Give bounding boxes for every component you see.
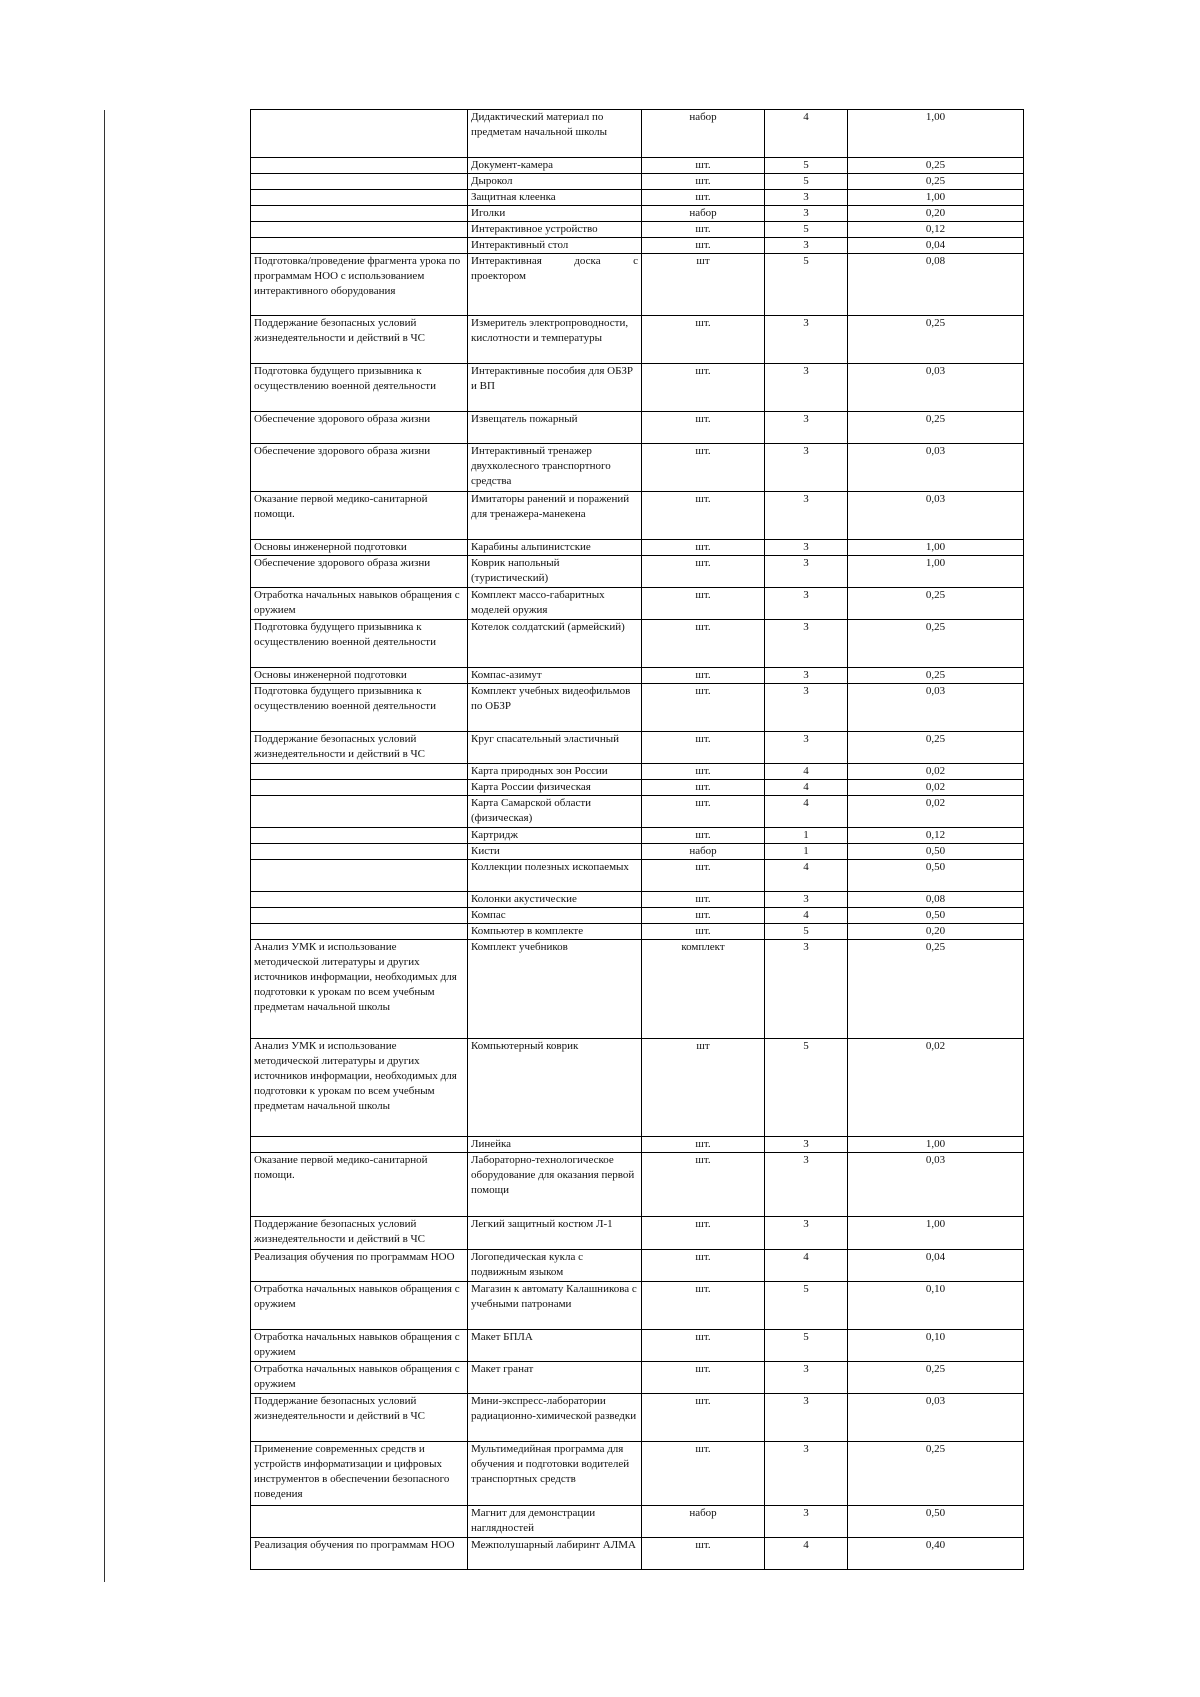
equipment-name-cell: Магазин к автомату Калашникова с учебными патронами	[468, 1282, 642, 1330]
share-cell: 0,08	[848, 254, 1024, 316]
unit-cell: шт.	[642, 1217, 765, 1250]
table-row	[251, 1039, 1024, 1137]
unit-cell: набор	[642, 110, 765, 158]
activity-cell	[251, 780, 468, 796]
unit-cell: шт.	[642, 444, 765, 492]
unit-cell: шт.	[642, 924, 765, 940]
activity-cell: Основы инженерной подготовки	[251, 540, 468, 556]
table-row	[251, 844, 1024, 860]
activity-cell	[251, 908, 468, 924]
unit-cell: шт	[642, 1039, 765, 1137]
equipment-name-cell: Мини-экспресс-лаборатории радиационно-химической разведки	[468, 1394, 642, 1442]
share-cell: 0,25	[848, 588, 1024, 620]
equipment-name-cell: Лабораторно-технологическое оборудование для оказания первой помощи	[468, 1153, 642, 1217]
equipment-name-cell: Компас-азимут	[468, 668, 642, 684]
equipment-name-cell: Иголки	[468, 206, 642, 222]
equipment-name-cell: Линейка	[468, 1137, 642, 1153]
quantity-cell: 3	[765, 238, 848, 254]
quantity-cell: 3	[765, 412, 848, 444]
table-row	[251, 444, 1024, 492]
quantity-cell: 3	[765, 190, 848, 206]
share-cell: 0,20	[848, 206, 1024, 222]
equipment-name-cell: Круг спасательный эластичный	[468, 732, 642, 764]
share-cell: 0,50	[848, 844, 1024, 860]
share-cell: 0,03	[848, 684, 1024, 732]
unit-cell: шт.	[642, 1442, 765, 1506]
equipment-name-cell: Картридж	[468, 828, 642, 844]
quantity-cell: 3	[765, 732, 848, 764]
unit-cell: комплект	[642, 940, 765, 1039]
unit-cell: шт.	[642, 860, 765, 892]
unit-cell: шт.	[642, 1362, 765, 1394]
activity-cell	[251, 238, 468, 254]
share-cell: 0,03	[848, 1394, 1024, 1442]
share-cell: 0,03	[848, 1153, 1024, 1217]
quantity-cell: 3	[765, 444, 848, 492]
activity-cell: Обеспечение здорового образа жизни	[251, 444, 468, 492]
quantity-cell: 3	[765, 684, 848, 732]
activity-cell	[251, 892, 468, 908]
unit-cell: шт.	[642, 796, 765, 828]
table-row	[251, 924, 1024, 940]
share-cell: 0,10	[848, 1330, 1024, 1362]
share-cell: 0,50	[848, 1506, 1024, 1538]
equipment-name-cell: Карабины альпинистские	[468, 540, 642, 556]
share-cell: 0,50	[848, 860, 1024, 892]
equipment-name-cell: Карта России физическая	[468, 780, 642, 796]
share-cell: 0,20	[848, 924, 1024, 940]
share-cell: 0,04	[848, 238, 1024, 254]
share-cell: 0,25	[848, 412, 1024, 444]
equipment-name-cell: Межполушарный лабиринт АЛМА	[468, 1538, 642, 1570]
unit-cell: шт.	[642, 620, 765, 668]
quantity-cell: 3	[765, 1506, 848, 1538]
equipment-name-cell: Компьютерный коврик	[468, 1039, 642, 1137]
share-cell: 0,25	[848, 1362, 1024, 1394]
table-row	[251, 158, 1024, 174]
activity-cell: Обеспечение здорового образа жизни	[251, 556, 468, 588]
equipment-name-cell: Кисти	[468, 844, 642, 860]
activity-cell: Поддержание безопасных условий жизнедеятельности и действий в ЧС	[251, 1217, 468, 1250]
activity-cell: Подготовка будущего призывника к осуществлению военной деятельности	[251, 620, 468, 668]
table-row	[251, 412, 1024, 444]
share-cell: 0,40	[848, 1538, 1024, 1570]
activity-cell: Реализация обучения по программам НОО	[251, 1538, 468, 1570]
quantity-cell: 3	[765, 1217, 848, 1250]
quantity-cell: 3	[765, 940, 848, 1039]
quantity-cell: 4	[765, 1538, 848, 1570]
table-row	[251, 620, 1024, 668]
table-row	[251, 1394, 1024, 1442]
table-row	[251, 1538, 1024, 1570]
table-row	[251, 796, 1024, 828]
activity-cell: Поддержание безопасных условий жизнедеятельности и действий в ЧС	[251, 316, 468, 364]
quantity-cell: 4	[765, 860, 848, 892]
equipment-name-cell: Комплект учебных видеофильмов по ОБЗР	[468, 684, 642, 732]
equipment-name-cell: Защитная клеенка	[468, 190, 642, 206]
equipment-table	[250, 109, 1024, 1570]
activity-cell: Основы инженерной подготовки	[251, 668, 468, 684]
equipment-name-cell: Макет БПЛА	[468, 1330, 642, 1362]
activity-cell	[251, 222, 468, 238]
quantity-cell: 4	[765, 780, 848, 796]
share-cell: 0,25	[848, 174, 1024, 190]
equipment-name-cell: Карта Самарской области (физическая)	[468, 796, 642, 828]
table-row	[251, 908, 1024, 924]
unit-cell: шт.	[642, 828, 765, 844]
quantity-cell: 3	[765, 668, 848, 684]
unit-cell: шт.	[642, 1282, 765, 1330]
quantity-cell: 5	[765, 174, 848, 190]
activity-cell: Анализ УМК и использование методической литературы и других источников информации, необходимых для подготовки к урокам по всем учебным предметам начальной школы	[251, 1039, 468, 1137]
share-cell: 0,12	[848, 222, 1024, 238]
share-cell: 0,10	[848, 1282, 1024, 1330]
table-row	[251, 668, 1024, 684]
table-row	[251, 828, 1024, 844]
equipment-name-cell: Интерактивные пособия для ОБЗР и ВП	[468, 364, 642, 412]
activity-cell: Применение современных средств и устройств информатизации и цифровых инструментов в обеспечении безопасного поведения	[251, 1442, 468, 1506]
quantity-cell: 5	[765, 1282, 848, 1330]
unit-cell: шт.	[642, 1153, 765, 1217]
unit-cell: шт.	[642, 764, 765, 780]
activity-cell: Поддержание безопасных условий жизнедеятельности и действий в ЧС	[251, 1394, 468, 1442]
activity-cell: Отработка начальных навыков обращения с оружием	[251, 1282, 468, 1330]
table-row	[251, 1250, 1024, 1282]
equipment-name-cell: Интерактивный тренажер двухколесного транспортного средства	[468, 444, 642, 492]
activity-cell: Отработка начальных навыков обращения с оружием	[251, 1330, 468, 1362]
unit-cell: шт.	[642, 892, 765, 908]
share-cell: 0,04	[848, 1250, 1024, 1282]
table-row	[251, 684, 1024, 732]
share-cell: 0,03	[848, 492, 1024, 540]
unit-cell: шт.	[642, 908, 765, 924]
equipment-name-cell: Имитаторы ранений и поражений для тренажера-манекена	[468, 492, 642, 540]
activity-cell	[251, 158, 468, 174]
share-cell: 1,00	[848, 110, 1024, 158]
equipment-name-cell: Котелок солдатский (армейский)	[468, 620, 642, 668]
activity-cell: Анализ УМК и использование методической литературы и других источников информации, необходимых для подготовки к урокам по всем учебным предметам начальной школы	[251, 940, 468, 1039]
unit-cell: шт	[642, 254, 765, 316]
share-cell: 1,00	[848, 190, 1024, 206]
quantity-cell: 5	[765, 254, 848, 316]
equipment-name-cell: Извещатель пожарный	[468, 412, 642, 444]
activity-cell	[251, 924, 468, 940]
table-row	[251, 1330, 1024, 1362]
table-row	[251, 190, 1024, 206]
unit-cell: набор	[642, 206, 765, 222]
quantity-cell: 5	[765, 222, 848, 238]
unit-cell: шт.	[642, 158, 765, 174]
activity-cell: Обеспечение здорового образа жизни	[251, 412, 468, 444]
share-cell: 1,00	[848, 556, 1024, 588]
quantity-cell: 3	[765, 1153, 848, 1217]
unit-cell: шт.	[642, 364, 765, 412]
unit-cell: шт.	[642, 588, 765, 620]
quantity-cell: 4	[765, 1250, 848, 1282]
equipment-name-cell: Дырокол	[468, 174, 642, 190]
activity-cell	[251, 190, 468, 206]
share-cell: 0,12	[848, 828, 1024, 844]
quantity-cell: 3	[765, 1394, 848, 1442]
activity-cell	[251, 796, 468, 828]
table-row	[251, 206, 1024, 222]
activity-cell	[251, 764, 468, 780]
activity-cell: Поддержание безопасных условий жизнедеятельности и действий в ЧС	[251, 732, 468, 764]
equipment-name-line: проектором	[471, 270, 527, 282]
share-cell: 0,03	[848, 364, 1024, 412]
share-cell: 0,02	[848, 764, 1024, 780]
equipment-name-cell: Макет гранат	[468, 1362, 642, 1394]
equipment-name-justified-line	[471, 254, 638, 269]
equipment-name-cell: Дидактический материал по предметам начальной школы	[468, 110, 642, 158]
unit-cell: шт.	[642, 1330, 765, 1362]
activity-cell: Подготовка будущего призывника к осуществлению военной деятельности	[251, 364, 468, 412]
quantity-cell: 3	[765, 1362, 848, 1394]
activity-cell: Оказание первой медико-санитарной помощи.	[251, 1153, 468, 1217]
equipment-name-cell	[468, 254, 642, 316]
unit-cell: шт.	[642, 316, 765, 364]
unit-cell: набор	[642, 1506, 765, 1538]
quantity-cell: 3	[765, 1442, 848, 1506]
equipment-name-cell: Компьютер в комплекте	[468, 924, 642, 940]
share-cell: 0,25	[848, 158, 1024, 174]
table-row	[251, 254, 1024, 316]
unit-cell: шт.	[642, 540, 765, 556]
equipment-name-cell: Интерактивное устройство	[468, 222, 642, 238]
unit-cell: шт.	[642, 1538, 765, 1570]
equipment-name-cell: Документ-камера	[468, 158, 642, 174]
page-margin-line	[104, 110, 105, 1582]
table-row	[251, 316, 1024, 364]
unit-cell: шт.	[642, 668, 765, 684]
table-row	[251, 588, 1024, 620]
quantity-cell: 4	[765, 796, 848, 828]
quantity-cell: 3	[765, 1137, 848, 1153]
activity-cell	[251, 206, 468, 222]
table-row	[251, 1217, 1024, 1250]
equipment-name-cell: Колонки акустические	[468, 892, 642, 908]
unit-cell: набор	[642, 844, 765, 860]
table-row	[251, 940, 1024, 1039]
equipment-name-word: Интерактивная	[471, 255, 542, 267]
unit-cell: шт.	[642, 684, 765, 732]
equipment-name-cell: Компас	[468, 908, 642, 924]
table-row	[251, 1137, 1024, 1153]
quantity-cell: 4	[765, 110, 848, 158]
share-cell: 0,08	[848, 892, 1024, 908]
share-cell: 0,03	[848, 444, 1024, 492]
share-cell: 0,50	[848, 908, 1024, 924]
activity-cell	[251, 1137, 468, 1153]
share-cell: 0,25	[848, 620, 1024, 668]
activity-cell: Отработка начальных навыков обращения с оружием	[251, 588, 468, 620]
share-cell: 0,02	[848, 796, 1024, 828]
table-row	[251, 110, 1024, 158]
equipment-name-cell: Карта природных зон России	[468, 764, 642, 780]
activity-cell	[251, 860, 468, 892]
equipment-name-cell: Магнит для демонстрации наглядностей	[468, 1506, 642, 1538]
activity-cell: Подготовка будущего призывника к осуществлению военной деятельности	[251, 684, 468, 732]
quantity-cell: 3	[765, 492, 848, 540]
table-row	[251, 860, 1024, 892]
equipment-name-word: доска	[574, 255, 601, 267]
table-row	[251, 492, 1024, 540]
quantity-cell: 3	[765, 620, 848, 668]
share-cell: 0,25	[848, 1442, 1024, 1506]
equipment-name-cell: Интерактивный стол	[468, 238, 642, 254]
table-row	[251, 1362, 1024, 1394]
activity-cell: Подготовка/проведение фрагмента урока по программам НОО с использованием интерактивного оборудования	[251, 254, 468, 316]
table-row	[251, 238, 1024, 254]
equipment-name-cell: Коврик напольный (туристический)	[468, 556, 642, 588]
table-row	[251, 780, 1024, 796]
activity-cell	[251, 828, 468, 844]
quantity-cell: 1	[765, 828, 848, 844]
quantity-cell: 3	[765, 206, 848, 222]
unit-cell: шт.	[642, 238, 765, 254]
activity-cell	[251, 110, 468, 158]
table-row	[251, 1282, 1024, 1330]
table-row	[251, 1442, 1024, 1506]
activity-cell	[251, 174, 468, 190]
activity-cell	[251, 844, 468, 860]
quantity-cell: 4	[765, 908, 848, 924]
table-row	[251, 222, 1024, 238]
quantity-cell: 5	[765, 1330, 848, 1362]
share-cell: 0,25	[848, 668, 1024, 684]
unit-cell: шт.	[642, 222, 765, 238]
activity-cell: Отработка начальных навыков обращения с оружием	[251, 1362, 468, 1394]
equipment-name-cell: Комплект учебников	[468, 940, 642, 1039]
share-cell: 0,25	[848, 940, 1024, 1039]
unit-cell: шт.	[642, 732, 765, 764]
table-row	[251, 764, 1024, 780]
equipment-name-cell: Мультимедийная программа для обучения и подготовки водителей транспортных средств	[468, 1442, 642, 1506]
share-cell: 0,25	[848, 732, 1024, 764]
activity-cell: Оказание первой медико-санитарной помощи.	[251, 492, 468, 540]
quantity-cell: 3	[765, 316, 848, 364]
table-row	[251, 892, 1024, 908]
table-row	[251, 364, 1024, 412]
share-cell: 1,00	[848, 1217, 1024, 1250]
quantity-cell: 5	[765, 924, 848, 940]
table-row	[251, 174, 1024, 190]
share-cell: 0,25	[848, 316, 1024, 364]
table-row	[251, 1506, 1024, 1538]
share-cell: 1,00	[848, 1137, 1024, 1153]
quantity-cell: 3	[765, 556, 848, 588]
activity-cell: Реализация обучения по программам НОО	[251, 1250, 468, 1282]
quantity-cell: 5	[765, 158, 848, 174]
quantity-cell: 4	[765, 764, 848, 780]
equipment-name-cell: Легкий защитный костюм Л-1	[468, 1217, 642, 1250]
unit-cell: шт.	[642, 1137, 765, 1153]
quantity-cell: 3	[765, 892, 848, 908]
table-row	[251, 1153, 1024, 1217]
unit-cell: шт.	[642, 556, 765, 588]
quantity-cell: 3	[765, 364, 848, 412]
table-row	[251, 556, 1024, 588]
equipment-name-word: с	[633, 255, 638, 267]
unit-cell: шт.	[642, 190, 765, 206]
share-cell: 0,02	[848, 780, 1024, 796]
quantity-cell: 3	[765, 540, 848, 556]
quantity-cell: 3	[765, 588, 848, 620]
share-cell: 1,00	[848, 540, 1024, 556]
equipment-name-cell: Измеритель электропроводности, кислотности и температуры	[468, 316, 642, 364]
equipment-name-cell: Коллекции полезных ископаемых	[468, 860, 642, 892]
unit-cell: шт.	[642, 492, 765, 540]
unit-cell: шт.	[642, 174, 765, 190]
share-cell: 0,02	[848, 1039, 1024, 1137]
unit-cell: шт.	[642, 780, 765, 796]
table-row	[251, 540, 1024, 556]
unit-cell: шт.	[642, 1250, 765, 1282]
quantity-cell: 1	[765, 844, 848, 860]
quantity-cell: 5	[765, 1039, 848, 1137]
equipment-name-cell: Логопедическая кукла с подвижным языком	[468, 1250, 642, 1282]
unit-cell: шт.	[642, 412, 765, 444]
activity-cell	[251, 1506, 468, 1538]
unit-cell: шт.	[642, 1394, 765, 1442]
equipment-name-cell: Комплект массо-габаритных моделей оружия	[468, 588, 642, 620]
table-row	[251, 732, 1024, 764]
